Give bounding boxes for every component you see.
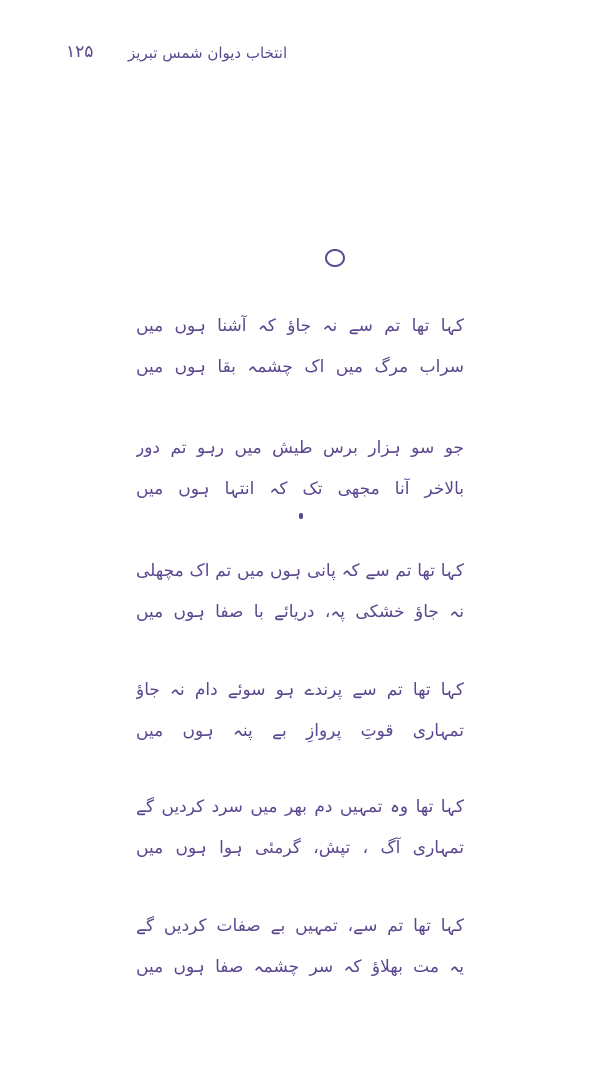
verse-line: کہا تھا تم سے، تمہیں بے صفات کردیں گے <box>136 916 464 936</box>
stanza-5 <box>136 795 464 860</box>
verse-line: کہا تھا وہ تمہیں دم بھر میں سرد کردیں گے <box>136 797 464 817</box>
running-title: انتخاب دیوان شمس تبریز <box>128 44 288 62</box>
stanza-2 <box>136 436 464 501</box>
stanza-6 <box>136 914 464 979</box>
verse-line: بالاخر آنا مجھی تک کہ انتہا ہوں میں <box>136 479 464 499</box>
verse-line: یہ مت بھلاؤ کہ سر چشمہ صفا ہوں میں <box>136 957 464 977</box>
verse-line: جو سو ہزار برس طیش میں رہو تم دور <box>136 438 464 458</box>
stanza-3 <box>136 559 464 624</box>
verse-line: کہا تھا تم سے کہ پانی ہوں میں تم اک مچھلی <box>136 561 464 581</box>
page-number: ۱۲۵ <box>66 42 94 62</box>
verse-line: کہا تھا تم سے نہ جاؤ کہ آشنا ہوں میں <box>136 316 464 336</box>
stray-ink-mark <box>299 513 303 519</box>
stanza-4 <box>136 678 464 743</box>
verse-line: سراب مرگ میں اک چشمہ بقا ہوں میں <box>136 357 464 377</box>
verse-line: نہ جاؤ خشکی پہ، دریائے با صفا ہوں میں <box>136 602 464 622</box>
circle-ornament-icon <box>325 249 345 267</box>
verse-line: تمہاری آگ ، تپش، گرمئی ہوا ہوں میں <box>136 838 464 858</box>
stanza-1 <box>136 314 464 379</box>
verse-line: کہا تھا تم سے پرندے ہو سوئے دام نہ جاؤ <box>136 680 464 700</box>
verse-line: تمہاری قوتِ پروازِ بے پنہ ہوں میں <box>136 721 464 741</box>
